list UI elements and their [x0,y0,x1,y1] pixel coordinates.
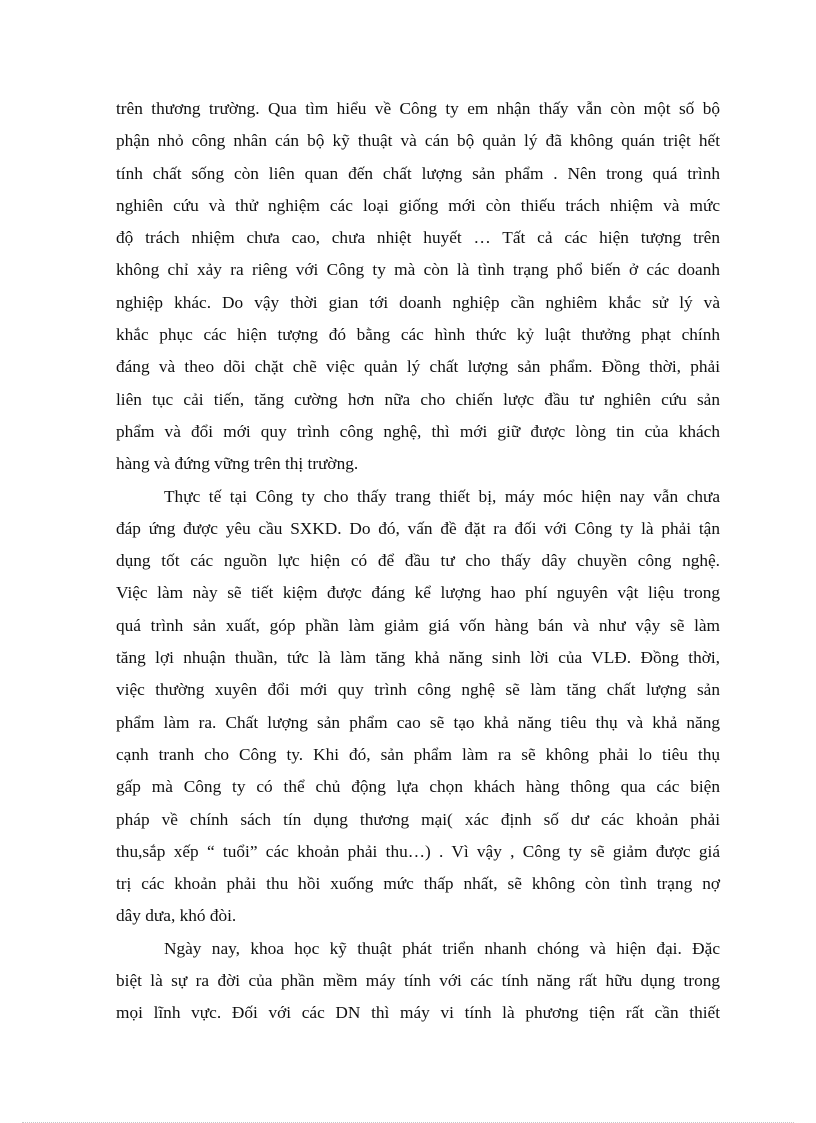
text-line: Ngày nay, khoa học kỹ thuật phát triển nhanh chóng và hiện đại. Đặc [164,938,720,958]
text-line: trị các khoản phải thu hồi xuống mức thấp nhất, sẽ không còn tình trạng nợ [116,874,720,894]
text-line: cạnh tranh cho Công ty. Khi đó, sản phẩm làm ra sẽ không phải lo tiêu thụ [116,744,720,764]
text-line: việc thường xuyên đổi mới quy trình công nghệ sẽ làm tăng chất lượng sản [116,680,720,700]
text-line: đáng và theo dõi chặt chẽ việc quản lý chất lượng sản phẩm. Đồng thời, phải [116,357,720,377]
paragraph-3 [116,933,720,1030]
text-line: liên tục cải tiến, tăng cường hơn nữa cho chiến lược đầu tư nghiên cứu sản [116,389,720,409]
text-line: dụng tốt các nguồn lực hiện có để đầu tư cho thấy dây chuyền công nghệ. [116,551,720,571]
text-line: biệt là sự ra đời của phần mềm máy tính với các tính năng rất hữu dụng trong [116,971,720,991]
text-line: Việc làm này sẽ tiết kiệm được đáng kể lượng hao phí nguyên vật liệu trong [116,583,720,603]
text-line: thu,sắp xếp “ tuổi” các khoản phải thu…) . Vì vậy , Công ty sẽ giảm được giá [116,841,720,861]
text-line: không chỉ xảy ra riêng với Công ty mà còn là tình trạng phổ biến ở các doanh [116,260,720,280]
text-line: đáp ứng được yêu cầu SXKD. Do đó, vấn đề đặt ra đối với Công ty là phải tận [116,518,720,538]
text-line: Thực tế tại Công ty cho thấy trang thiết bị, máy móc hiện nay vẫn chưa [164,486,720,506]
text-line: gấp mà Công ty có thể chủ động lựa chọn khách hàng thông qua các biện [116,777,720,797]
paragraph-2 [116,481,720,933]
text-line: pháp về chính sách tín dụng thương mại( xác định số dư các khoản phải [116,809,720,829]
text-line: mọi lĩnh vực. Đối với các DN thì máy vi tính là phương tiện rất cần thiết [116,1003,720,1023]
text-line: phận nhỏ công nhân cán bộ kỹ thuật và cán bộ quản lý đã không quán triệt hết [116,131,720,151]
text-line: nghiên cứu và thử nghiệm các loại giống mới còn thiếu trách nhiệm và mức [116,195,720,215]
text-line: phẩm và đổi mới quy trình công nghệ, thì mới giữ được lòng tin của khách [116,421,720,441]
text-line: phẩm làm ra. Chất lượng sản phẩm cao sẽ tạo khả năng tiêu thụ và khả năng [116,712,720,732]
document-body [116,93,720,1030]
text-line: tăng lợi nhuận thuần, tức là làm tăng khả năng sinh lời của VLĐ. Đồng thời, [116,648,720,668]
paragraph-1 [116,93,720,481]
text-line: dây dưa, khó đòi. [116,906,237,926]
text-line: tính chất sống còn liên quan đến chất lượng sản phẩm . Nên trong quá trình [116,163,720,183]
text-line: khắc phục các hiện tượng đó bằng các hình thức kỷ luật thưởng phạt chính [116,325,720,345]
text-line: trên thương trường. Qua tìm hiểu về Công ty em nhận thấy vẫn còn một số bộ [116,99,720,118]
text-line: độ trách nhiệm chưa cao, chưa nhiệt huyết … Tất cả các hiện tượng trên [116,228,720,248]
text-line: hàng và đứng vững trên thị trường. [116,454,359,474]
text-line: quá trình sản xuất, góp phần làm giảm giá vốn hàng bán và như vậy sẽ làm [116,615,720,635]
text-line: nghiệp khác. Do vậy thời gian tới doanh nghiệp cần nghiêm khắc sử lý và [116,292,720,312]
